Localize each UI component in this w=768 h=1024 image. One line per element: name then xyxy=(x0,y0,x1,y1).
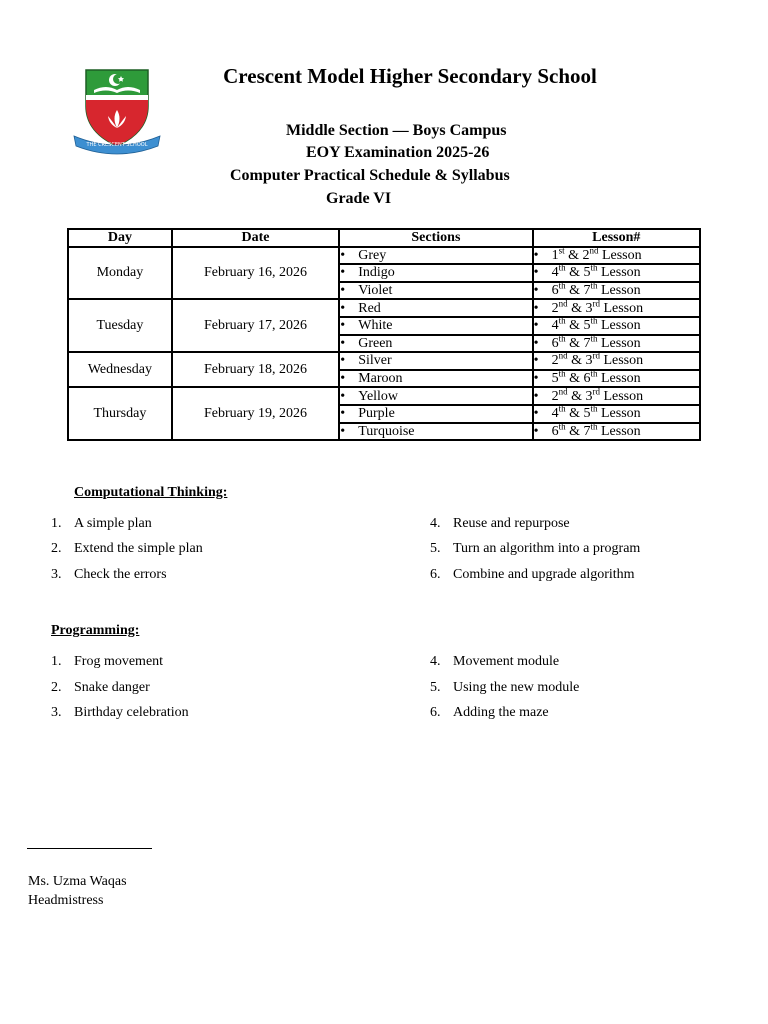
list-item: 4. Movement module xyxy=(430,654,560,669)
lesson-b: 3 xyxy=(585,300,593,316)
lesson-cell xyxy=(533,335,700,353)
lesson-label: Lesson xyxy=(600,406,641,422)
section-name: Turquoise xyxy=(358,423,415,439)
lesson-a: 4 xyxy=(551,265,559,281)
lesson-label: Lesson xyxy=(600,423,641,439)
section-name: Silver xyxy=(358,353,392,369)
lesson-b-suffix: nd xyxy=(589,245,599,256)
list-item: 6. Combine and upgrade algorithm xyxy=(430,567,635,582)
lesson-label: Lesson xyxy=(600,371,641,387)
lesson-b-suffix: th xyxy=(590,262,598,273)
table-row xyxy=(68,247,700,265)
exam-line: EOY Examination 2025-26 xyxy=(306,144,490,161)
bullet-icon: • xyxy=(340,247,346,263)
bullet-icon: • xyxy=(340,388,346,404)
bullet-icon: • xyxy=(533,283,539,299)
lesson-a: 6 xyxy=(551,335,559,351)
signatory-name: Ms. Uzma Waqas xyxy=(28,874,127,889)
lesson-a: 5 xyxy=(551,371,559,387)
lesson-a: 1 xyxy=(551,247,559,263)
section-name: Red xyxy=(358,300,381,316)
campus-line: Middle Section — Boys Campus xyxy=(286,122,507,139)
section-cell xyxy=(339,264,532,282)
section-name: Purple xyxy=(358,406,395,422)
bullet-icon: • xyxy=(533,318,539,334)
lesson-b-suffix: rd xyxy=(592,350,600,361)
lesson-label: Lesson xyxy=(603,300,644,316)
lesson-label: Lesson xyxy=(603,388,644,404)
bullet-icon: • xyxy=(533,300,539,316)
bullet-icon: • xyxy=(533,353,539,369)
lesson-b-suffix: th xyxy=(590,315,598,326)
list-item: 6. Adding the maze xyxy=(430,705,549,720)
list-item: 5. Using the new module xyxy=(430,680,580,695)
bullet-icon: • xyxy=(533,371,539,387)
bullet-icon: • xyxy=(533,423,539,439)
computational-thinking-heading: Computational Thinking: xyxy=(74,485,228,500)
lesson-label: Lesson xyxy=(600,265,641,281)
table-row xyxy=(68,352,700,370)
bullet-icon: • xyxy=(340,265,346,281)
bullet-icon: • xyxy=(340,371,346,387)
bullet-icon: • xyxy=(533,247,539,263)
lesson-a-suffix: th xyxy=(558,403,566,414)
bullet-icon: • xyxy=(340,353,346,369)
ampersand: & xyxy=(567,388,586,404)
lesson-a-suffix: th xyxy=(558,421,566,432)
logo-ribbon-text: THE CRESCENT SCHOOL xyxy=(86,142,148,148)
lesson-a-suffix: th xyxy=(558,315,566,326)
programming-heading: Programming: xyxy=(51,623,140,638)
lesson-cell xyxy=(533,405,700,423)
day-cell: Thursday xyxy=(68,387,172,440)
lesson-a: 2 xyxy=(551,388,559,404)
day-cell: Tuesday xyxy=(68,299,172,352)
section-cell xyxy=(339,317,532,335)
lesson-cell xyxy=(533,299,700,317)
lesson-label: Lesson xyxy=(600,318,641,334)
bullet-icon: • xyxy=(340,300,346,316)
lesson-a: 2 xyxy=(551,353,559,369)
lesson-b: 3 xyxy=(585,353,593,369)
ampersand: & xyxy=(564,247,583,263)
ampersand: & xyxy=(565,283,584,299)
list-item: 1. A simple plan xyxy=(51,516,152,531)
table-row xyxy=(68,299,700,317)
col-header-day: Day xyxy=(68,229,172,247)
lesson-label: Lesson xyxy=(600,283,641,299)
day-cell: Monday xyxy=(68,247,172,300)
lesson-b: 5 xyxy=(583,406,591,422)
lesson-a-suffix: th xyxy=(558,333,566,344)
lesson-b-suffix: th xyxy=(590,403,598,414)
section-name: Indigo xyxy=(358,265,395,281)
col-header-sections: Sections xyxy=(339,229,532,247)
subject-line: Computer Practical Schedule & Syllabus xyxy=(230,167,510,184)
lesson-b-suffix: th xyxy=(590,333,598,344)
ampersand: & xyxy=(565,318,584,334)
lesson-a: 2 xyxy=(551,300,559,316)
lesson-label: Lesson xyxy=(600,335,641,351)
lesson-b: 5 xyxy=(583,318,591,334)
section-cell xyxy=(339,282,532,300)
lesson-b: 5 xyxy=(583,265,591,281)
lesson-b-suffix: th xyxy=(590,421,598,432)
lesson-b-suffix: rd xyxy=(592,385,600,396)
list-item: 2. Snake danger xyxy=(51,680,150,695)
lesson-cell xyxy=(533,423,700,441)
date-cell: February 17, 2026 xyxy=(172,299,339,352)
list-item: 3. Check the errors xyxy=(51,567,167,582)
lesson-a-suffix: nd xyxy=(558,298,568,309)
lesson-a-suffix: th xyxy=(558,280,566,291)
lesson-a-suffix: nd xyxy=(558,385,568,396)
section-cell xyxy=(339,335,532,353)
lesson-a: 4 xyxy=(551,318,559,334)
lesson-cell xyxy=(533,352,700,370)
lesson-a-suffix: th xyxy=(558,368,566,379)
school-crest-logo xyxy=(72,66,162,156)
section-name: Yellow xyxy=(358,388,399,404)
list-item: 3. Birthday celebration xyxy=(51,705,189,720)
list-item: 5. Turn an algorithm into a program xyxy=(430,541,641,556)
bullet-icon: • xyxy=(340,335,346,351)
day-cell: Wednesday xyxy=(68,352,172,387)
section-name: White xyxy=(358,318,393,334)
ampersand: & xyxy=(565,371,584,387)
date-cell: February 19, 2026 xyxy=(172,387,339,440)
lesson-label: Lesson xyxy=(601,247,642,263)
ampersand: & xyxy=(565,406,584,422)
signatory-title: Headmistress xyxy=(28,893,104,908)
section-cell xyxy=(339,423,532,441)
ampersand: & xyxy=(565,335,584,351)
lesson-b: 7 xyxy=(583,335,591,351)
lesson-cell xyxy=(533,387,700,405)
lesson-b-suffix: rd xyxy=(592,298,600,309)
list-item: 2. Extend the simple plan xyxy=(51,541,203,556)
lesson-b-suffix: th xyxy=(590,280,598,291)
lesson-b: 7 xyxy=(583,423,591,439)
lesson-a-suffix: nd xyxy=(558,350,568,361)
lesson-b: 2 xyxy=(582,247,590,263)
lesson-a-suffix: st xyxy=(558,245,565,256)
section-name: Violet xyxy=(358,283,393,299)
lesson-b-suffix: th xyxy=(590,368,598,379)
bullet-icon: • xyxy=(340,283,346,299)
lesson-cell xyxy=(533,370,700,388)
col-header-date: Date xyxy=(172,229,339,247)
bullet-icon: • xyxy=(533,265,539,281)
schedule-table xyxy=(67,228,701,441)
lesson-a-suffix: th xyxy=(558,262,566,273)
section-name: Grey xyxy=(358,247,387,263)
lesson-cell xyxy=(533,282,700,300)
ampersand: & xyxy=(567,353,586,369)
bullet-icon: • xyxy=(340,406,346,422)
ampersand: & xyxy=(567,300,586,316)
lesson-a: 4 xyxy=(551,406,559,422)
bullet-icon: • xyxy=(533,335,539,351)
section-cell xyxy=(339,370,532,388)
section-cell xyxy=(339,405,532,423)
schedule-body xyxy=(68,247,700,441)
signature-line xyxy=(27,848,152,849)
lesson-cell xyxy=(533,247,700,265)
list-item: 1. Frog movement xyxy=(51,654,164,669)
list-item: 4. Reuse and repurpose xyxy=(430,516,570,531)
col-header-lesson: Lesson# xyxy=(533,229,700,247)
lesson-a: 6 xyxy=(551,423,559,439)
lesson-b: 3 xyxy=(585,388,593,404)
lesson-b: 7 xyxy=(583,283,591,299)
section-name: Maroon xyxy=(358,371,403,387)
lesson-cell xyxy=(533,317,700,335)
section-cell xyxy=(339,299,532,317)
section-cell xyxy=(339,387,532,405)
lesson-cell xyxy=(533,264,700,282)
ampersand: & xyxy=(565,265,584,281)
bullet-icon: • xyxy=(340,423,346,439)
section-cell xyxy=(339,352,532,370)
bullet-icon: • xyxy=(340,318,346,334)
bullet-icon: • xyxy=(533,406,539,422)
date-cell: February 16, 2026 xyxy=(172,247,339,300)
lesson-b: 6 xyxy=(583,371,591,387)
table-row xyxy=(68,387,700,405)
lesson-a: 6 xyxy=(551,283,559,299)
grade-line: Grade VI xyxy=(326,190,392,207)
lesson-label: Lesson xyxy=(603,353,644,369)
table-header-row xyxy=(68,229,700,247)
section-cell xyxy=(339,247,532,265)
bullet-icon: • xyxy=(533,388,539,404)
ampersand: & xyxy=(565,423,584,439)
section-name: Green xyxy=(358,335,393,351)
date-cell: February 18, 2026 xyxy=(172,352,339,387)
school-name: Crescent Model Higher Secondary School xyxy=(223,64,597,88)
